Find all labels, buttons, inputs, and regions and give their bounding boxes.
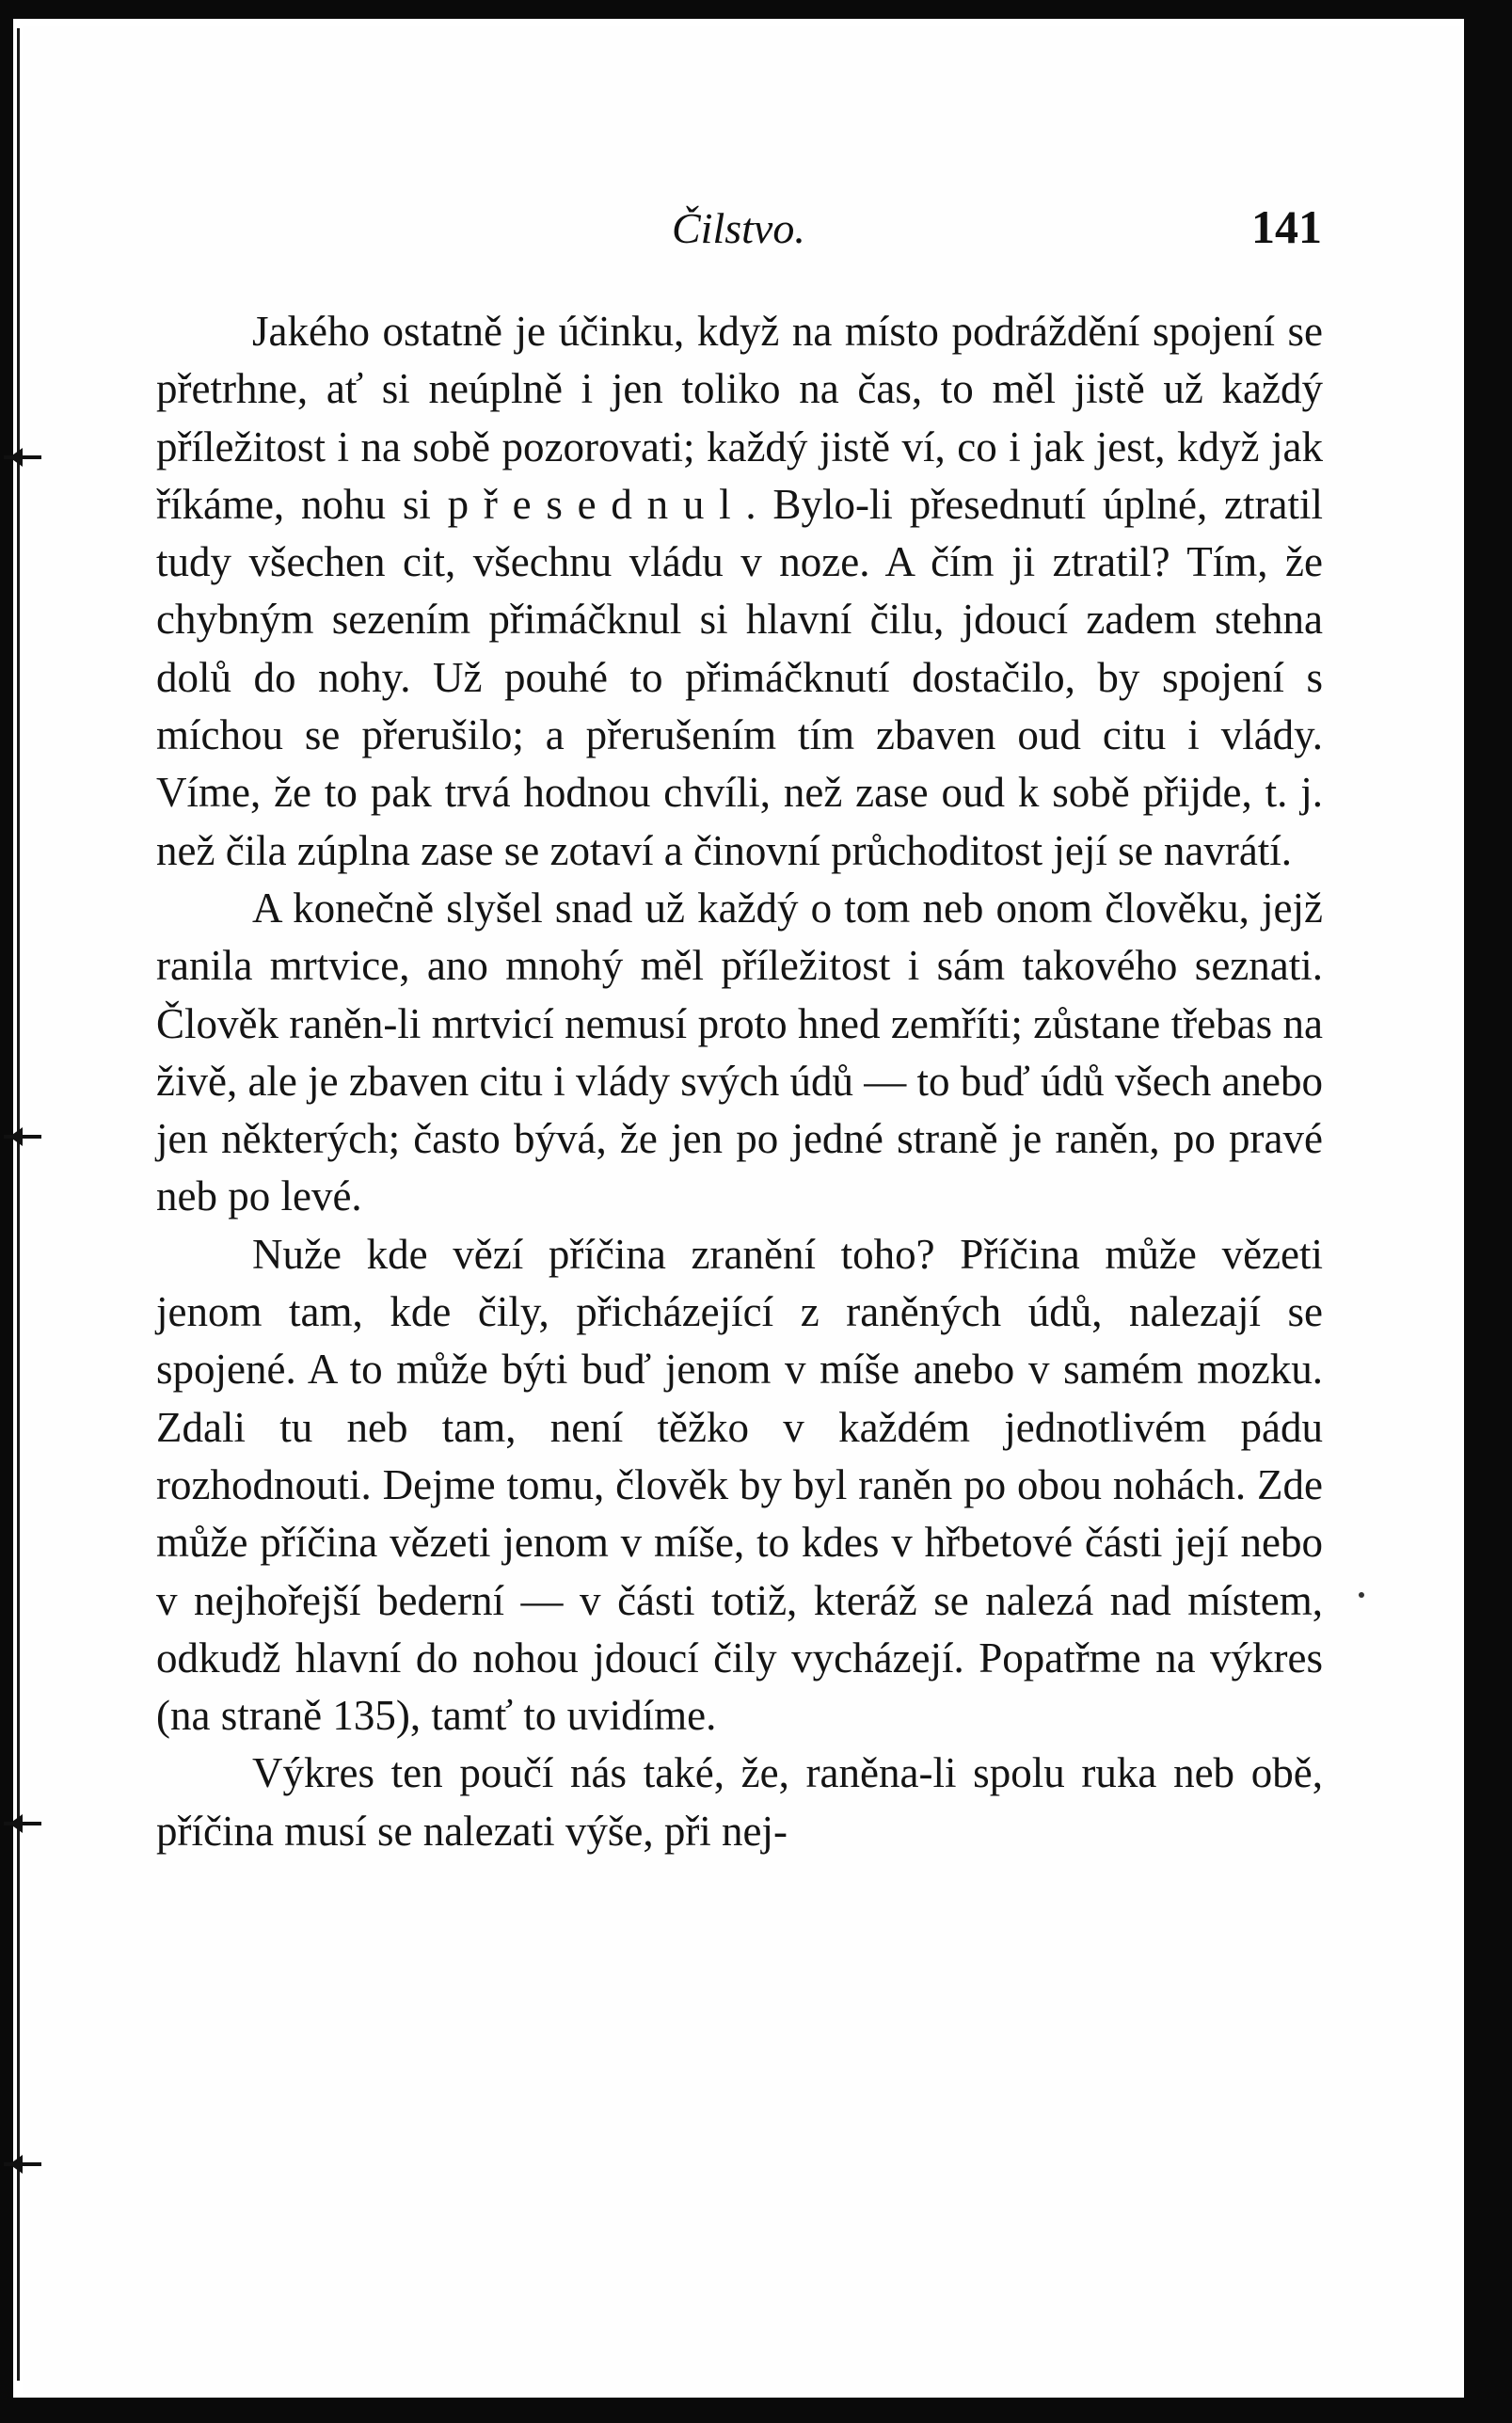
paragraph: Nuže kde vězí příčina zranění toho? Příčina může vězeti jenom tam, kde čily, přicházející z raněných údů, nalezají se spojené. A to může býti buď jenom v míše anebo v samém mozku. Zdali tu neb tam, není těžko v každém jednotlivém pádu rozhodnouti. Dejme tomu, člověk by byl raněn po obou nohách. Zde může příčina vězeti jenom v míše, to kdes v hřbetové části její nebo v nejhořejší bederní — v části totiž, kteráž se nalezá nad místem, odkudž hlavní do nohou jdoucí čily vycházejí. Popatřme na výkres (na straně 135), tamť to uvidíme. <box>156 1230 1323 1740</box>
margin-arrow-mark <box>4 455 41 459</box>
page-number: 141 <box>1251 200 1322 253</box>
margin-arrow-mark <box>4 1135 41 1139</box>
paragraph <box>156 303 1323 880</box>
scan-border-bottom <box>0 2398 1512 2423</box>
scan-border-right <box>1464 0 1512 2423</box>
scan-border-left <box>0 0 13 2423</box>
body-text <box>156 303 1323 1860</box>
paragraph-text: Jakého ostatně je účinku, když na místo podráždění spojení se přetrhne, ať si neúplně i jen toliko na čas, to měl jistě už každý příležitost i na sobě pozorovati; každý jistě ví, co i jak jest, když jak říkáme, nohu si <box>156 308 1323 528</box>
scan-border-top <box>0 0 1512 19</box>
ink-speck <box>1359 1592 1364 1598</box>
margin-arrow-mark <box>4 1822 41 1825</box>
emphasized-word: přesednul <box>447 480 746 528</box>
running-head-title: Čilstvo. <box>672 204 805 252</box>
paragraph: A konečně slyšel snad už každý o tom neb onom člověku, jejž ranila mrtvice, ano mnohý měl příležitost i sám takového seznati. Člověk raněn-li mrtvicí nemusí proto hned zemříti; zůstane třebas na živě, ale je zbaven citu i vlády svých údů — to buď údů všech anebo jen některých; často bývá, že jen po jedné straně je raněn, po pravé neb po levé. <box>156 884 1323 1220</box>
running-head <box>0 200 1512 260</box>
margin-arrow-mark <box>4 2162 41 2166</box>
page-edge-line <box>17 28 20 2381</box>
paragraph: Výkres ten poučí nás také, že, raněna-li spolu ruka neb obě, příčina musí se nalezati výše, při nej- <box>156 1749 1323 1855</box>
paragraph-text: . Bylo-li přesednutí úplné, ztratil tudy všechen cit, všechnu vládu v noze. A čím ji ztratil? Tím, že chybným sezením přimáčknul si hlavní čilu, jdoucí zadem stehna dolů do nohy. Už pouhé to přimáčknutí dostačilo, by spojení s míchou se přerušilo; a přerušením tím zbaven oud citu i vlády. Víme, že to pak trvá hodnou chvíli, než zase oud k sobě přijde, t. j. než čila zúplna zase se zotaví a činovní průchoditost její se navrátí. <box>156 480 1324 874</box>
